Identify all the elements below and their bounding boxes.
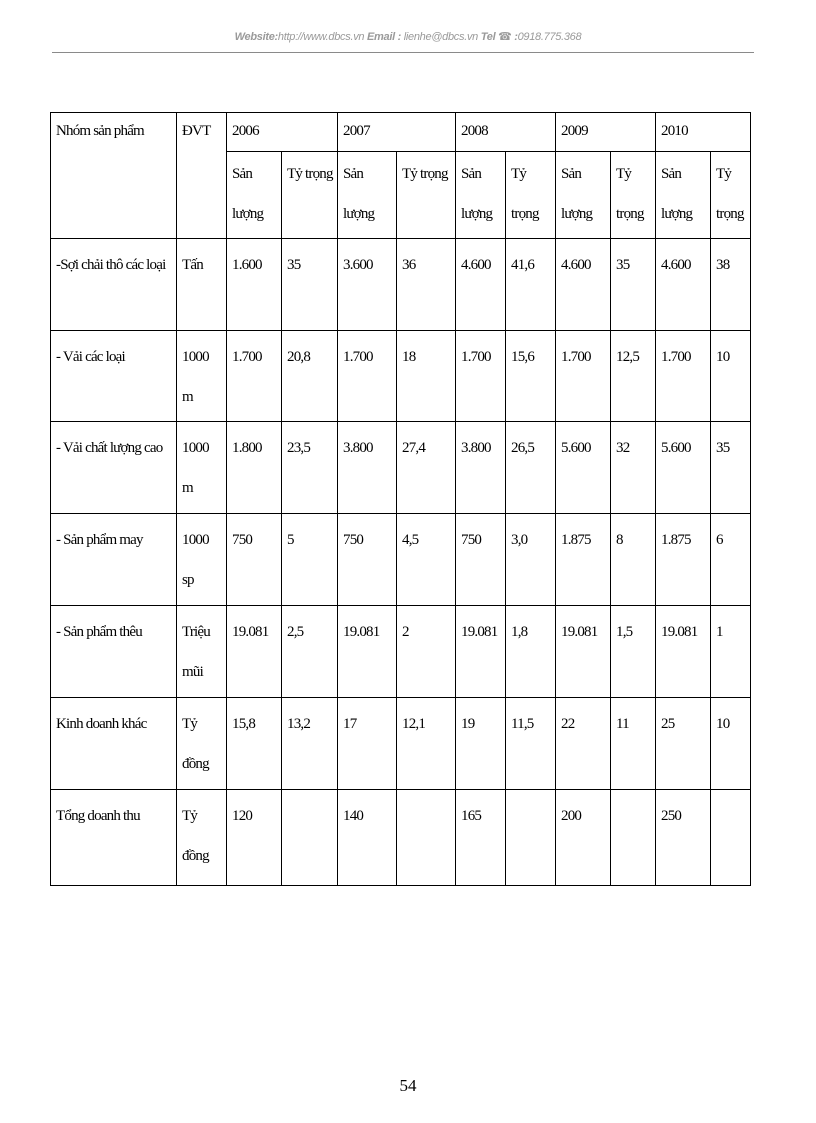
cell-share	[711, 790, 751, 886]
cell-output: 3.800	[456, 422, 506, 514]
cell-output: 750	[227, 514, 282, 606]
cell-share: 32	[611, 422, 656, 514]
sub-header-share: Tỷ trọng	[711, 152, 751, 239]
tel-label: Tel ☎ :	[480, 31, 518, 43]
cell-output: 200	[556, 790, 611, 886]
cell-share: 2,5	[282, 606, 338, 698]
cell-output: 19.081	[456, 606, 506, 698]
cell-output: 19.081	[556, 606, 611, 698]
cell-share: 12,1	[397, 698, 456, 790]
cell-share: 12,5	[611, 331, 656, 422]
cell-share: 15,6	[506, 331, 556, 422]
cell-output: 1.700	[456, 331, 506, 422]
cell-share: 10	[711, 698, 751, 790]
row-unit: Tấn	[177, 239, 227, 331]
cell-output: 4.600	[556, 239, 611, 331]
cell-share: 20,8	[282, 331, 338, 422]
header-divider	[52, 52, 754, 53]
cell-output: 5.600	[556, 422, 611, 514]
row-label: - Sản phẩm may	[51, 514, 177, 606]
col-header-year: 2007	[338, 113, 456, 152]
cell-share: 1,5	[611, 606, 656, 698]
cell-share: 41,6	[506, 239, 556, 331]
table-row	[51, 422, 751, 514]
cell-output: 5.600	[656, 422, 711, 514]
row-unit: 1000 sp	[177, 514, 227, 606]
table-row	[51, 606, 751, 698]
cell-share: 26,5	[506, 422, 556, 514]
row-label: -Sợi chải thô các loại	[51, 239, 177, 331]
cell-share: 10	[711, 331, 751, 422]
cell-share: 27,4	[397, 422, 456, 514]
page-header	[0, 30, 816, 43]
sub-header-share: Tỷ trọng	[397, 152, 456, 239]
cell-share: 4,5	[397, 514, 456, 606]
row-label: - Vải chất lượng cao	[51, 422, 177, 514]
col-header-year: 2008	[456, 113, 556, 152]
cell-share	[397, 790, 456, 886]
cell-output: 1.700	[556, 331, 611, 422]
row-unit: Triệu mũi	[177, 606, 227, 698]
col-header-year: 2009	[556, 113, 656, 152]
cell-share: 1,8	[506, 606, 556, 698]
cell-output: 15,8	[227, 698, 282, 790]
cell-share: 11,5	[506, 698, 556, 790]
cell-share	[611, 790, 656, 886]
row-label: Kinh doanh khác	[51, 698, 177, 790]
row-unit: Tỷ đồng	[177, 698, 227, 790]
cell-share: 5	[282, 514, 338, 606]
cell-output: 1.700	[338, 331, 397, 422]
cell-share: 35	[611, 239, 656, 331]
production-table	[50, 112, 751, 886]
cell-share: 38	[711, 239, 751, 331]
sub-header-output: Sản lượng	[456, 152, 506, 239]
header-row-years	[51, 113, 751, 152]
cell-output: 1.800	[227, 422, 282, 514]
cell-output: 4.600	[656, 239, 711, 331]
table-row	[51, 790, 751, 886]
row-unit: Tỷ đồng	[177, 790, 227, 886]
email-label: Email :	[367, 31, 401, 43]
cell-output: 1.875	[556, 514, 611, 606]
sub-header-output: Sản lượng	[556, 152, 611, 239]
cell-output: 750	[456, 514, 506, 606]
cell-share: 35	[282, 239, 338, 331]
sub-header-output: Sản lượng	[227, 152, 282, 239]
table-row	[51, 514, 751, 606]
cell-output: 1.700	[227, 331, 282, 422]
col-header-year: 2006	[227, 113, 338, 152]
cell-share: 18	[397, 331, 456, 422]
row-label: - Vải các loại	[51, 331, 177, 422]
cell-output: 19.081	[338, 606, 397, 698]
col-header-year: 2010	[656, 113, 751, 152]
website-label: Website:	[234, 31, 278, 43]
sub-header-output: Sản lượng	[656, 152, 711, 239]
cell-share: 23,5	[282, 422, 338, 514]
row-label: Tổng doanh thu	[51, 790, 177, 886]
cell-share: 3,0	[506, 514, 556, 606]
row-unit: 1000 m	[177, 422, 227, 514]
cell-output: 3.600	[338, 239, 397, 331]
cell-output: 750	[338, 514, 397, 606]
cell-share: 6	[711, 514, 751, 606]
page-number: 54	[399, 1076, 417, 1095]
cell-output: 3.800	[338, 422, 397, 514]
email-value[interactable]: lienhe@dbcs.vn	[403, 31, 478, 43]
cell-output: 120	[227, 790, 282, 886]
sub-header-share: Tỷ trọng	[506, 152, 556, 239]
cell-output: 1.875	[656, 514, 711, 606]
cell-share: 11	[611, 698, 656, 790]
cell-output: 165	[456, 790, 506, 886]
row-unit: 1000 m	[177, 331, 227, 422]
cell-share: 36	[397, 239, 456, 331]
sub-header-output: Sản lượng	[338, 152, 397, 239]
row-label: - Sản phẩm thêu	[51, 606, 177, 698]
table-row	[51, 698, 751, 790]
cell-output: 19.081	[656, 606, 711, 698]
website-value[interactable]: http://www.dbcs.vn	[277, 31, 365, 43]
cell-output: 19.081	[227, 606, 282, 698]
cell-output: 25	[656, 698, 711, 790]
cell-share	[282, 790, 338, 886]
cell-share: 35	[711, 422, 751, 514]
cell-share: 2	[397, 606, 456, 698]
cell-output: 1.600	[227, 239, 282, 331]
cell-output: 250	[656, 790, 711, 886]
cell-output: 1.700	[656, 331, 711, 422]
cell-share: 1	[711, 606, 751, 698]
col-header-group: Nhóm sản phẩm	[51, 113, 177, 239]
cell-output: 4.600	[456, 239, 506, 331]
col-header-unit: ĐVT	[177, 113, 227, 239]
cell-output: 140	[338, 790, 397, 886]
cell-share: 13,2	[282, 698, 338, 790]
table-row	[51, 239, 751, 331]
cell-output: 19	[456, 698, 506, 790]
sub-header-share: Tỷ trọng	[282, 152, 338, 239]
cell-share	[506, 790, 556, 886]
table-row	[51, 331, 751, 422]
cell-share: 8	[611, 514, 656, 606]
cell-output: 17	[338, 698, 397, 790]
sub-header-share: Tỷ trọng	[611, 152, 656, 239]
tel-value: 0918.775.368	[517, 31, 582, 43]
cell-output: 22	[556, 698, 611, 790]
